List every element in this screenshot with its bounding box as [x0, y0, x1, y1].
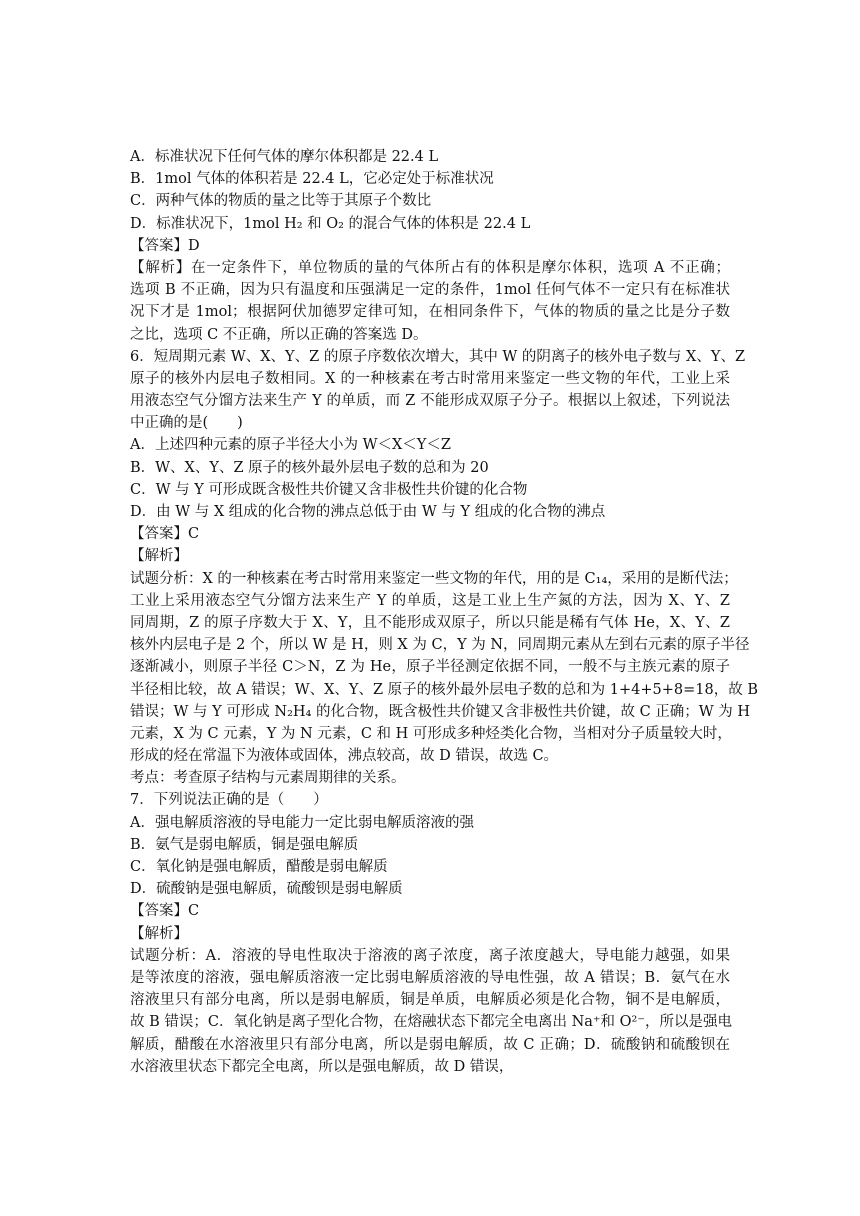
q6-option-a: A．上述四种元素的原子半径大小为 W＜X＜Y＜Z [130, 437, 451, 454]
q6-stem-line: 原子的核外内层电子数相同。X 的一种核素在考古时常用来鉴定一些文物的年代，工业上采 [130, 370, 730, 387]
q7-analysis-line: 试题分析：A．溶液的导电性取决于溶液的离子浓度，离子浓度越大，导电能力越强，如果 [130, 947, 730, 964]
q6-stem-line: 用液态空气分馏方法来生产 Y 的单质，而 Z 不能形成双原子分子。根据以上叙述，下列说法 [130, 393, 730, 410]
q7-option-c: C．氧化钠是强电解质，醋酸是弱电解质 [130, 859, 388, 875]
q5-option-b: B．1mol 气体的体积若是 22.4 L，它必定处于标准状况 [130, 171, 494, 188]
q6-answer: 【答案】C [130, 526, 200, 543]
q6-analysis-line: 逐渐减小，则原子半径 C＞N，Z 为 He，原子半径测定依据不同，一般不与主族元素的原子 [130, 659, 730, 676]
q6-option-b: B．W、X、Y、Z 原子的核外最外层电子数的总和为 20 [130, 459, 489, 476]
q6-analysis-line: 试题分析：X 的一种核素在考古时常用来鉴定一些文物的年代，用的是 C₁₄，采用的是断代法； [130, 570, 738, 587]
q5-analysis-line: 选项 B 不正确，因为只有温度和压强满足一定的条件，1mol 任何气体不一定只有在标准状 [130, 282, 730, 299]
q6-stem-line: 中正确的是( ) [130, 415, 243, 432]
q7-answer: 【答案】C [130, 903, 200, 920]
q7-analysis-head: 【解析】 [130, 925, 188, 942]
q6-knowledge-point: 考点：考查原子结构与元素周期律的关系。 [130, 770, 406, 787]
q6-analysis-line: 半径相比较，故 A 错误；W、X、Y、Z 原子的核外最外层电子数的总和为 1+4+5+8=18，故 B [130, 681, 758, 698]
q7-option-d: D．硫酸钠是强电解质，硫酸钡是弱电解质 [130, 881, 403, 898]
q5-option-c: C．两种气体的物质的量之比等于其原子个数比 [130, 193, 432, 210]
q7-stem: 7．下列说法正确的是（ ） [130, 792, 328, 809]
q6-analysis-line: 错误；W 与 Y 可形成 N₂H₄ 的化合物，既含极性共价键又含非极性共价键，故 C 正确；W 为 H [130, 703, 751, 720]
q7-analysis-line: 解质，醋酸在水溶液里只有部分电离，所以是弱电解质，故 C 正确；D．硫酸钠和硫酸钡在 [130, 1036, 730, 1053]
q5-analysis-line: 况下才是 1mol；根据阿伏加德罗定律可知，在相同条件下，气体的物质的量之比是分子数 [130, 304, 730, 321]
q7-option-b: B．氨气是弱电解质，铜是强电解质 [130, 836, 359, 853]
q6-analysis-line: 核外内层电子是 2 个，所以 W 是 H，则 X 为 C，Y 为 N，同周期元素从左到右元素的原子半径 [130, 637, 750, 654]
q6-option-c: C．W 与 Y 可形成既含极性共价键又含非极性共价键的化合物 [130, 481, 528, 498]
q6-option-d: D．由 W 与 X 组成的化合物的沸点总低于由 W 与 Y 组成的化合物的沸点 [130, 504, 606, 520]
q6-analysis-line: 元素，X 为 C 元素，Y 为 N 元素，C 和 H 可形成多种烃类化合物，当相对分子质量较大时， [130, 725, 732, 742]
q5-analysis-line: 之比，选项 C 不正确，所以正确的答案选 D。 [130, 326, 428, 343]
q6-analysis-line: 形成的烃在常温下为液体或固体，沸点较高，故 D 错误，故选 C。 [130, 748, 559, 765]
q5-analysis-line: 【解析】在一定条件下，单位物质的量的气体所占有的体积是摩尔体积，选项 A 不正确； [130, 259, 730, 276]
q7-analysis-line: 故 B 错误；C．氧化钠是离子型化合物，在熔融状态下都完全电离出 Na⁺和 O²⁻，所以是强电 [130, 1014, 733, 1031]
q7-analysis-line: 溶液里只有部分电离，所以是弱电解质，铜是单质，电解质必须是化合物，铜不是电解质， [130, 992, 730, 1009]
q7-analysis-line: 是等浓度的溶液，强电解质溶液一定比弱电解质溶液的导电性强，故 A 错误；B．氨气在水 [130, 969, 730, 986]
q6-analysis-head: 【解析】 [130, 548, 188, 565]
q5-option-a: A．标准状况下任何气体的摩尔体积都是 22.4 L [130, 149, 439, 165]
q5-option-d: D．标准状况下，1mol H₂ 和 O₂ 的混合气体的体积是 22.4 L [130, 215, 531, 232]
q6-stem-line: 6．短周期元素 W、X、Y、Z 的原子序数依次增大，其中 W 的阴离子的核外电子数与 X、Y、Z [130, 348, 746, 365]
q6-analysis-line: 同周期，Z 的原子序数大于 X、Y，且不能形成双原子，所以只能是稀有气体 He，X、Y、Z [130, 614, 730, 631]
document-page [130, 146, 758, 1078]
q5-answer: 【答案】D [130, 237, 200, 254]
q6-analysis-line: 工业上采用液态空气分馏方法来生产 Y 的单质，这是工业上生产氮的方法，因为 X、Y、Z [130, 592, 730, 609]
q7-analysis-line: 水溶液里状态下都完全电离，所以是强电解质，故 D 错误， [130, 1058, 514, 1075]
q7-option-a: A．强电解质溶液的导电能力一定比弱电解质溶液的强 [130, 814, 474, 831]
